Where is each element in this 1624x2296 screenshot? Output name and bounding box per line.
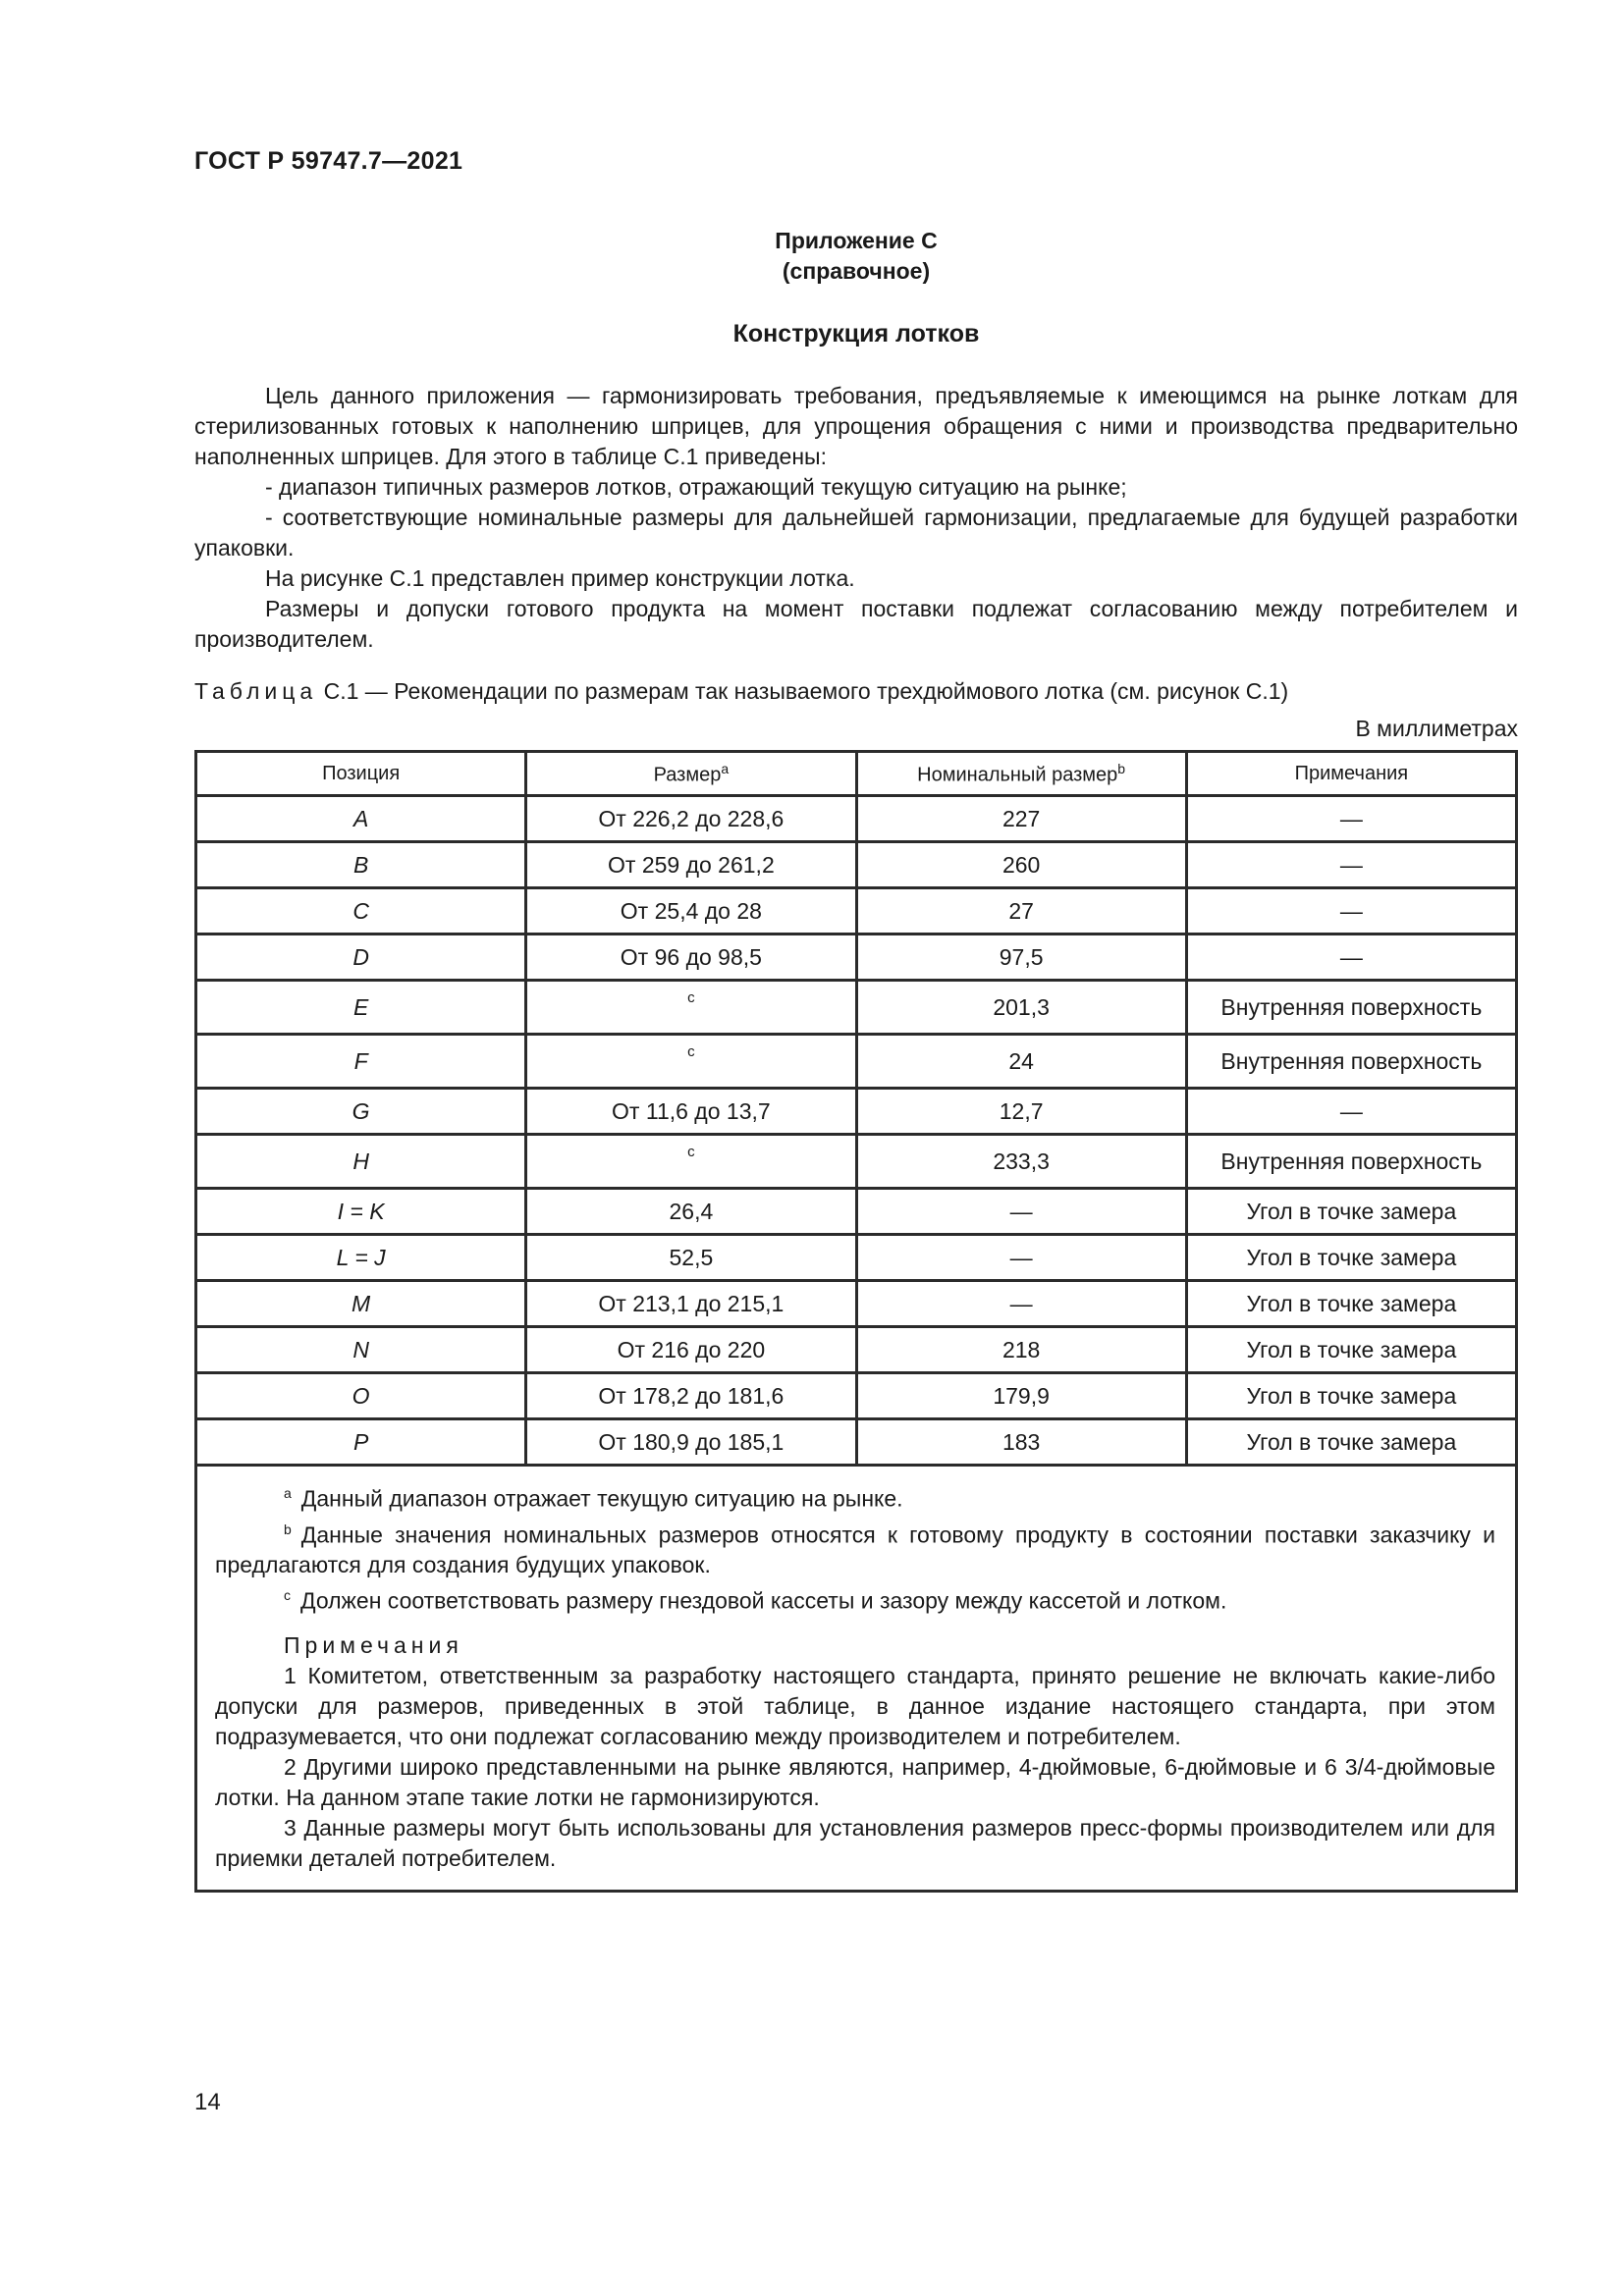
cell-note: Угол в точке замера [1186, 1327, 1516, 1373]
appendix-title-block [194, 226, 1518, 287]
cell-position: G [196, 1089, 526, 1135]
cell-nominal: 218 [856, 1327, 1186, 1373]
header-position: Позиция [196, 752, 526, 796]
table-units: В миллиметрах [1355, 716, 1518, 741]
table-caption [194, 676, 1518, 707]
table-row [196, 981, 1517, 1035]
cell-nominal: 12,7 [856, 1089, 1186, 1135]
cell-note: Внутренняя поверхность [1186, 981, 1516, 1035]
cell-note: Угол в точке замера [1186, 1235, 1516, 1281]
cell-nominal: 227 [856, 796, 1186, 842]
cell-nominal: — [856, 1281, 1186, 1327]
table-row [196, 796, 1517, 842]
cell-note: Угол в точке замера [1186, 1373, 1516, 1419]
appendix-title: Приложение С [775, 228, 938, 253]
cell-nominal: 179,9 [856, 1373, 1186, 1419]
table-row [196, 1419, 1517, 1466]
cell-position: H [196, 1135, 526, 1189]
cell-nominal: 260 [856, 842, 1186, 888]
cell-size: От 178,2 до 181,6 [526, 1373, 856, 1419]
dimensions-table [194, 750, 1518, 1467]
cell-position: M [196, 1281, 526, 1327]
cell-nominal: 27 [856, 888, 1186, 934]
cell-size: c [526, 981, 856, 1035]
cell-note: — [1186, 796, 1516, 842]
table-row [196, 1281, 1517, 1327]
intro-paragraph: Цель данного приложения — гармонизировать требования, предъявляемые к имеющимся на рынке лоткам для стерилизованных готовых к наполнению шприцев, для упрощения обращения с ними и производства предварительно наполненных шприцев. Для этого в таблице С.1 приведены: [194, 383, 1518, 469]
cell-position: C [196, 888, 526, 934]
cell-size: От 213,1 до 215,1 [526, 1281, 856, 1327]
page-number: 14 [194, 2089, 221, 2115]
cell-nominal: 201,3 [856, 981, 1186, 1035]
cell-position: N [196, 1327, 526, 1373]
cell-position: E [196, 981, 526, 1035]
table-row [196, 1373, 1517, 1419]
footnote-a: $^a$ Данный диапазон отражает текущую ситуацию на рынке. [284, 1485, 903, 1512]
cell-note: Угол в точке замера [1186, 1281, 1516, 1327]
header-nominal: Номинальный размер$^b$ [856, 752, 1186, 796]
cell-note: — [1186, 842, 1516, 888]
table-header-row [196, 752, 1517, 796]
note-3: 3 Данные размеры могут быть использованы для установления размеров пресс-формы производителем или для приемки деталей потребителем. [215, 1814, 1495, 1871]
cell-position: B [196, 842, 526, 888]
cell-position: I = K [196, 1189, 526, 1235]
cell-size: 52,5 [526, 1235, 856, 1281]
cell-size: От 11,6 до 13,7 [526, 1089, 856, 1135]
note-1: 1 Комитетом, ответственным за разработку настоящего стандарта, принято решение не включать какие-либо допуски для размеров, приведенных в этой таблице, в данное издание настоящего стандарта, при этом подразумевается, что они подлежат согласованию между производителем и потребителем. [215, 1662, 1495, 1749]
table-row [196, 1327, 1517, 1373]
intro-paragraph: Размеры и допуски готового продукта на момент поставки подлежат согласованию между потребителем и производителем. [194, 596, 1518, 652]
cell-note: Угол в точке замера [1186, 1189, 1516, 1235]
cell-note: — [1186, 1089, 1516, 1135]
table-row [196, 1235, 1517, 1281]
table-row [196, 842, 1517, 888]
cell-position: A [196, 796, 526, 842]
cell-size: От 226,2 до 228,6 [526, 796, 856, 842]
table-row [196, 1135, 1517, 1189]
cell-size: 26,4 [526, 1189, 856, 1235]
cell-nominal: 183 [856, 1419, 1186, 1466]
intro-list-item: - соответствующие номинальные размеры для дальнейшей гармонизации, предлагаемые для будущей разработки упаковки. [194, 505, 1518, 561]
notes-heading: Примечания [284, 1631, 463, 1658]
cell-size: От 96 до 98,5 [526, 934, 856, 981]
intro-list-item: - диапазон типичных размеров лотков, отражающий текущую ситуацию на рынке; [265, 474, 1127, 500]
cell-note: Угол в точке замера [1186, 1419, 1516, 1466]
table-row [196, 1035, 1517, 1089]
table-caption-text: С.1 — Рекомендации по размерам так называемого трехдюймового лотка (см. рисунок С.1) [323, 678, 1289, 704]
cell-position: O [196, 1373, 526, 1419]
cell-note: Внутренняя поверхность [1186, 1035, 1516, 1089]
cell-nominal: 97,5 [856, 934, 1186, 981]
cell-nominal: — [856, 1189, 1186, 1235]
table-caption-word: Таблица [194, 678, 318, 704]
table-row [196, 1189, 1517, 1235]
header-size: Размер$^a$ [526, 752, 856, 796]
section-title: Конструкция лотков [732, 320, 980, 347]
document-header: ГОСТ Р 59747.7—2021 [194, 147, 463, 175]
cell-note: Внутренняя поверхность [1186, 1135, 1516, 1189]
cell-size: c [526, 1035, 856, 1089]
cell-note: — [1186, 934, 1516, 981]
note-2: 2 Другими широко представленными на рынке являются, например, 4-дюймовые, 6-дюймовые и 6 3/4-дюймовые лотки. На данном этапе такие лотки не гармонизируются. [215, 1753, 1495, 1810]
intro-paragraph: На рисунке С.1 представлен пример конструкции лотка. [265, 565, 855, 591]
cell-size: От 216 до 220 [526, 1327, 856, 1373]
table-row [196, 888, 1517, 934]
footnote-b: $^b$ Данные значения номинальных размеров относятся к готовому продукту в состоянии поставки заказчику и предлагаются для создания будущих упаковок. [215, 1521, 1495, 1578]
cell-nominal: 24 [856, 1035, 1186, 1089]
table-container [194, 750, 1518, 1893]
cell-note: — [1186, 888, 1516, 934]
footnote-c: $^c$ Должен соответствовать размеру гнездовой кассеты и зазору между кассетой и лотком. [284, 1587, 1227, 1614]
appendix-subtitle: (справочное) [782, 258, 931, 284]
table-row [196, 1089, 1517, 1135]
cell-position: D [196, 934, 526, 981]
cell-size: От 259 до 261,2 [526, 842, 856, 888]
cell-size: От 180,9 до 185,1 [526, 1419, 856, 1466]
header-notes: Примечания [1186, 752, 1516, 796]
cell-nominal: — [856, 1235, 1186, 1281]
table-notes [194, 1467, 1518, 1893]
cell-position: P [196, 1419, 526, 1466]
intro-text [194, 381, 1518, 655]
cell-position: F [196, 1035, 526, 1089]
cell-position: L = J [196, 1235, 526, 1281]
table-row [196, 934, 1517, 981]
cell-size: c [526, 1135, 856, 1189]
cell-nominal: 233,3 [856, 1135, 1186, 1189]
table-body [196, 796, 1517, 1466]
cell-size: От 25,4 до 28 [526, 888, 856, 934]
